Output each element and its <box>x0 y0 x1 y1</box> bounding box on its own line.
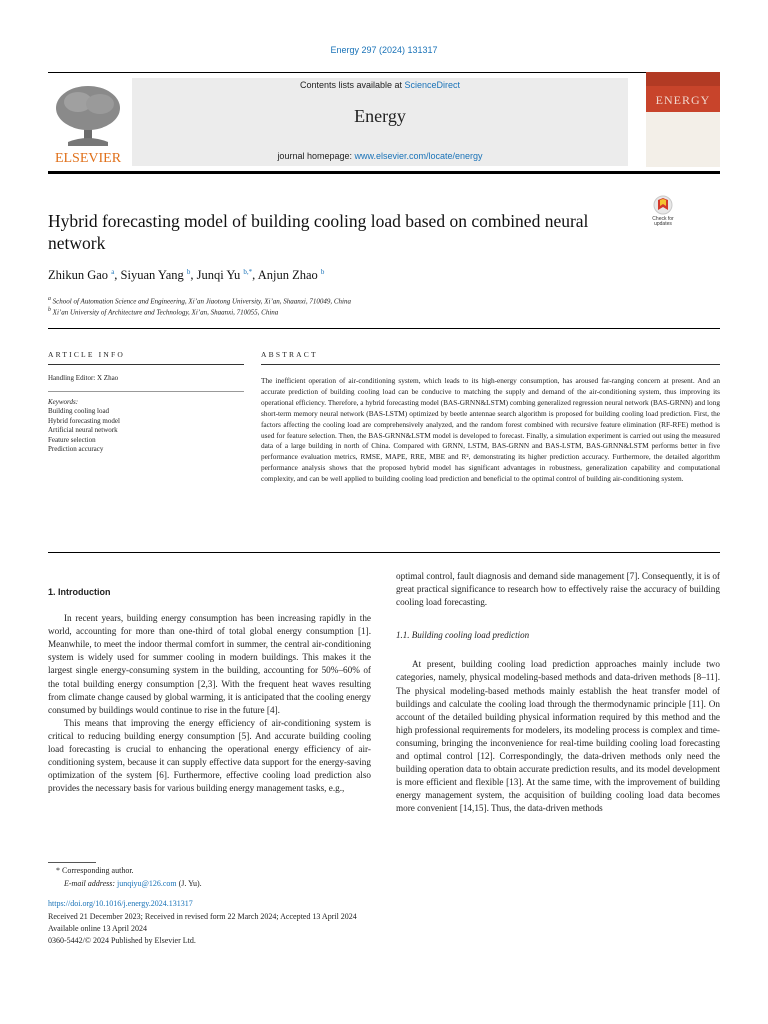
elsevier-logo[interactable] <box>48 80 128 166</box>
keyword-item: Artificial neural network <box>48 426 118 434</box>
masthead-bottom-rule <box>48 171 720 174</box>
doi-link[interactable]: https://doi.org/10.1016/j.energy.2024.131317 <box>48 899 193 908</box>
author-name[interactable]: Anjun Zhao <box>257 268 318 283</box>
affiliation-sup: a <box>48 296 51 302</box>
affiliation-text: Xi’an University of Architecture and Technology, Xi’an, Shaanxi, 710055, China <box>52 308 279 317</box>
abstract-heading: ABSTRACT <box>261 350 318 359</box>
article-info-heading: ARTICLE INFO <box>48 350 125 359</box>
svg-text:Check for: Check for <box>652 216 674 222</box>
author-name[interactable]: Siyuan Yang <box>120 268 184 283</box>
contents-available-line <box>132 80 628 90</box>
affiliation <box>48 296 351 305</box>
cover-title <box>646 84 720 114</box>
journal-homepage-line <box>132 151 628 161</box>
received-dates: Received 21 December 2023; Received in revised form 22 March 2024; Accepted 13 April 2024 <box>48 912 357 921</box>
elsevier-tree-icon <box>48 80 128 166</box>
keyword-item: Prediction accuracy <box>48 445 104 453</box>
corresponding-text: Corresponding author. <box>62 866 134 875</box>
body-paragraph: At present, building cooling load prediction approaches mainly include two categories, namely, physical modeling-based methods and data-driven methods [8–11]. The physical modeling-based methods mainly establish the heat transfer model of buildings and calculate the cooling load through the thermodynamic principle [11]. On account of the detailed building physical information required by this method and the high professional requirements for modelers, its modeling process is complex and time-consuming, bringing the inconvenience for real-time building cooling load forecasting and optimal control [12]. Correspondingly, the data-driven methods only need the building operation data to obtain accurate prediction results, and its model development is more efficient and flexible [13]. At the same time, with the improvement of building energy management system, the acquisition of building cooling load data becomes more convenient [14,15]. Thus, the data-driven methods <box>396 659 720 814</box>
keywords-list <box>48 407 120 455</box>
author-affil-sup[interactable]: a <box>111 268 115 276</box>
journal-title: Energy <box>354 106 406 126</box>
email-link[interactable]: junqiyu@126.com <box>117 879 177 888</box>
author-affil-sup[interactable]: b <box>320 268 325 276</box>
journal-cover-thumbnail[interactable] <box>646 72 720 167</box>
article-info-rule <box>48 364 244 365</box>
author-name[interactable]: Zhikun Gao <box>48 268 109 283</box>
email-note <box>64 879 202 888</box>
body-paragraph: In recent years, building energy consumption has been increasing rapidly in the world, accounting for more than one-third of total global energy consumption [1]. Meanwhile, to meet the indoor thermal comfort in summer, the central air-conditioning system is widely used for summer cooling in modern buildings. This makes it the largest single energy-consuming system in the building, accounting for 50%–60% of the total building energy consumption [2,3]. With the frequent heat waves resulting from climate change caused by global warming, it is anticipated that the cooling energy consumed by buildings would continue to rise in the future [4]. <box>48 613 371 715</box>
abstract-text: The inefficient operation of air-conditioning system, which leads to its high-energy consumption, has aroused far-ranging concern at present. And an accurate prediction of building cooling load can be conducive to matching the supply and demand of the air-conditioning system, thus improving its operational efficiency. Therefore, a hybrid forecasting model (BAS-GRNN&LSTM) combing generalized regression neural network (BAS-GRNN) and long short-term memory neural network (BAS-LSTM) optimized by beetle antennae search algorithm is proposed for building cooling load prediction. First, the factors affecting the cooling load are comprehensively analyzed, and the random forest combined with recursive feature elimination (RF-RFE) method is used for feature selection. Then, the BAS-GRNN&LSTM model is developed to forecast. Finally, a simulation experiment is carried out using the measured data of a large building in north of China. Compared with GRNN, LSTM, BAS-GRNN and BAS-LSTM, BAS-GRNN&LSTM performs better in five performance evaluation metrics, RMSE, MAPE, RRE, MBE and R², demonstrating its higher prediction accuracy. Furthermore, the detailed algorithm performance analysis shows that the proposed hybrid model has significant advantages in robustness, generalization capability and computational complexity, and can be well applied to building cooling load prediction and beneficial to the optimal control of building air-conditioning system. <box>261 376 720 484</box>
keyword-item: Building cooling load <box>48 407 110 415</box>
svg-text:updates: updates <box>654 221 672 227</box>
abstract-rule <box>261 364 720 365</box>
contents-prefix: Contents lists available at <box>299 80 405 90</box>
article-info-rule <box>48 391 244 392</box>
cover-lower-panel <box>646 112 720 167</box>
body-column-right <box>396 570 720 816</box>
author-affil-sup[interactable]: b <box>186 268 191 276</box>
sciencedirect-link[interactable]: ScienceDirect <box>404 80 461 90</box>
keyword-item: Feature selection <box>48 435 96 444</box>
author-name[interactable]: Junqi Yu <box>196 268 241 283</box>
masthead-top-rule <box>48 72 720 73</box>
handling-editor: Handling Editor: X Zhao <box>48 374 119 382</box>
homepage-prefix: journal homepage: <box>277 151 355 161</box>
paper-title: Hybrid forecasting model of building cooling load based on combined neural network <box>48 211 589 253</box>
keyword-item: Hybrid forecasting model <box>48 416 120 425</box>
email-suffix: (J. Yu). <box>176 879 202 888</box>
crossmark-icon <box>646 194 680 228</box>
footnote-rule <box>48 862 96 863</box>
body-paragraph: This means that improving the energy efficiency of air-conditioning system is critical to reducing building energy consumption [5]. And accurate building cooling load forecasting is crucial to enhancing the operational energy efficiency of air-conditioning system, because it can supply effective data support for the energy-saving optimization of the system [6]. Furthermore, effective cooling load prediction also provides the necessary basis for various building energy management tasks, e.g., <box>48 717 371 794</box>
homepage-link[interactable]: www.elsevier.com/locate/energy <box>354 151 483 161</box>
body-paragraph: optimal control, fault diagnosis and demand side management [7]. Consequently, it is of great practical significance to research how to effectively raise the accuracy of building cooling load forecasting. <box>396 571 720 608</box>
check-for-updates-button[interactable] <box>646 194 680 228</box>
email-label: E-mail address: <box>64 879 118 888</box>
corresponding-author-note: * Corresponding author. <box>56 866 134 875</box>
body-column-left <box>48 570 371 795</box>
keywords-label: Keywords: <box>48 398 79 406</box>
subsection-heading: 1.1. Building cooling load prediction <box>396 630 530 641</box>
affiliation <box>48 307 278 316</box>
issn-copyright: 0360-5442/© 2024 Published by Elsevier Ltd. <box>48 936 196 945</box>
introduction-heading: 1. Introduction <box>48 587 111 597</box>
author-list: Zhikun Gao $^a$, Siyuan Yang $^b$, Junqi Yu $^{b,*}$, Anjun Zhao $^b$ <box>48 268 325 283</box>
affiliation-text: School of Automation Science and Engineering, Xi’an Jiaotong University, Xi’an, Shaanxi, 710049, China <box>52 297 351 306</box>
author-affil-sup[interactable]: b,* <box>243 268 253 276</box>
section-divider <box>48 552 720 553</box>
section-divider <box>48 328 720 329</box>
journal-citation-link[interactable]: Energy 297 (2024) 131317 <box>330 45 438 55</box>
svg-text:ELSEVIER: ELSEVIER <box>54 151 122 166</box>
affiliation-sup: b <box>48 307 51 313</box>
available-online-date: Available online 13 April 2024 <box>48 924 147 933</box>
svg-text:ENERGY: ENERGY <box>655 93 711 107</box>
